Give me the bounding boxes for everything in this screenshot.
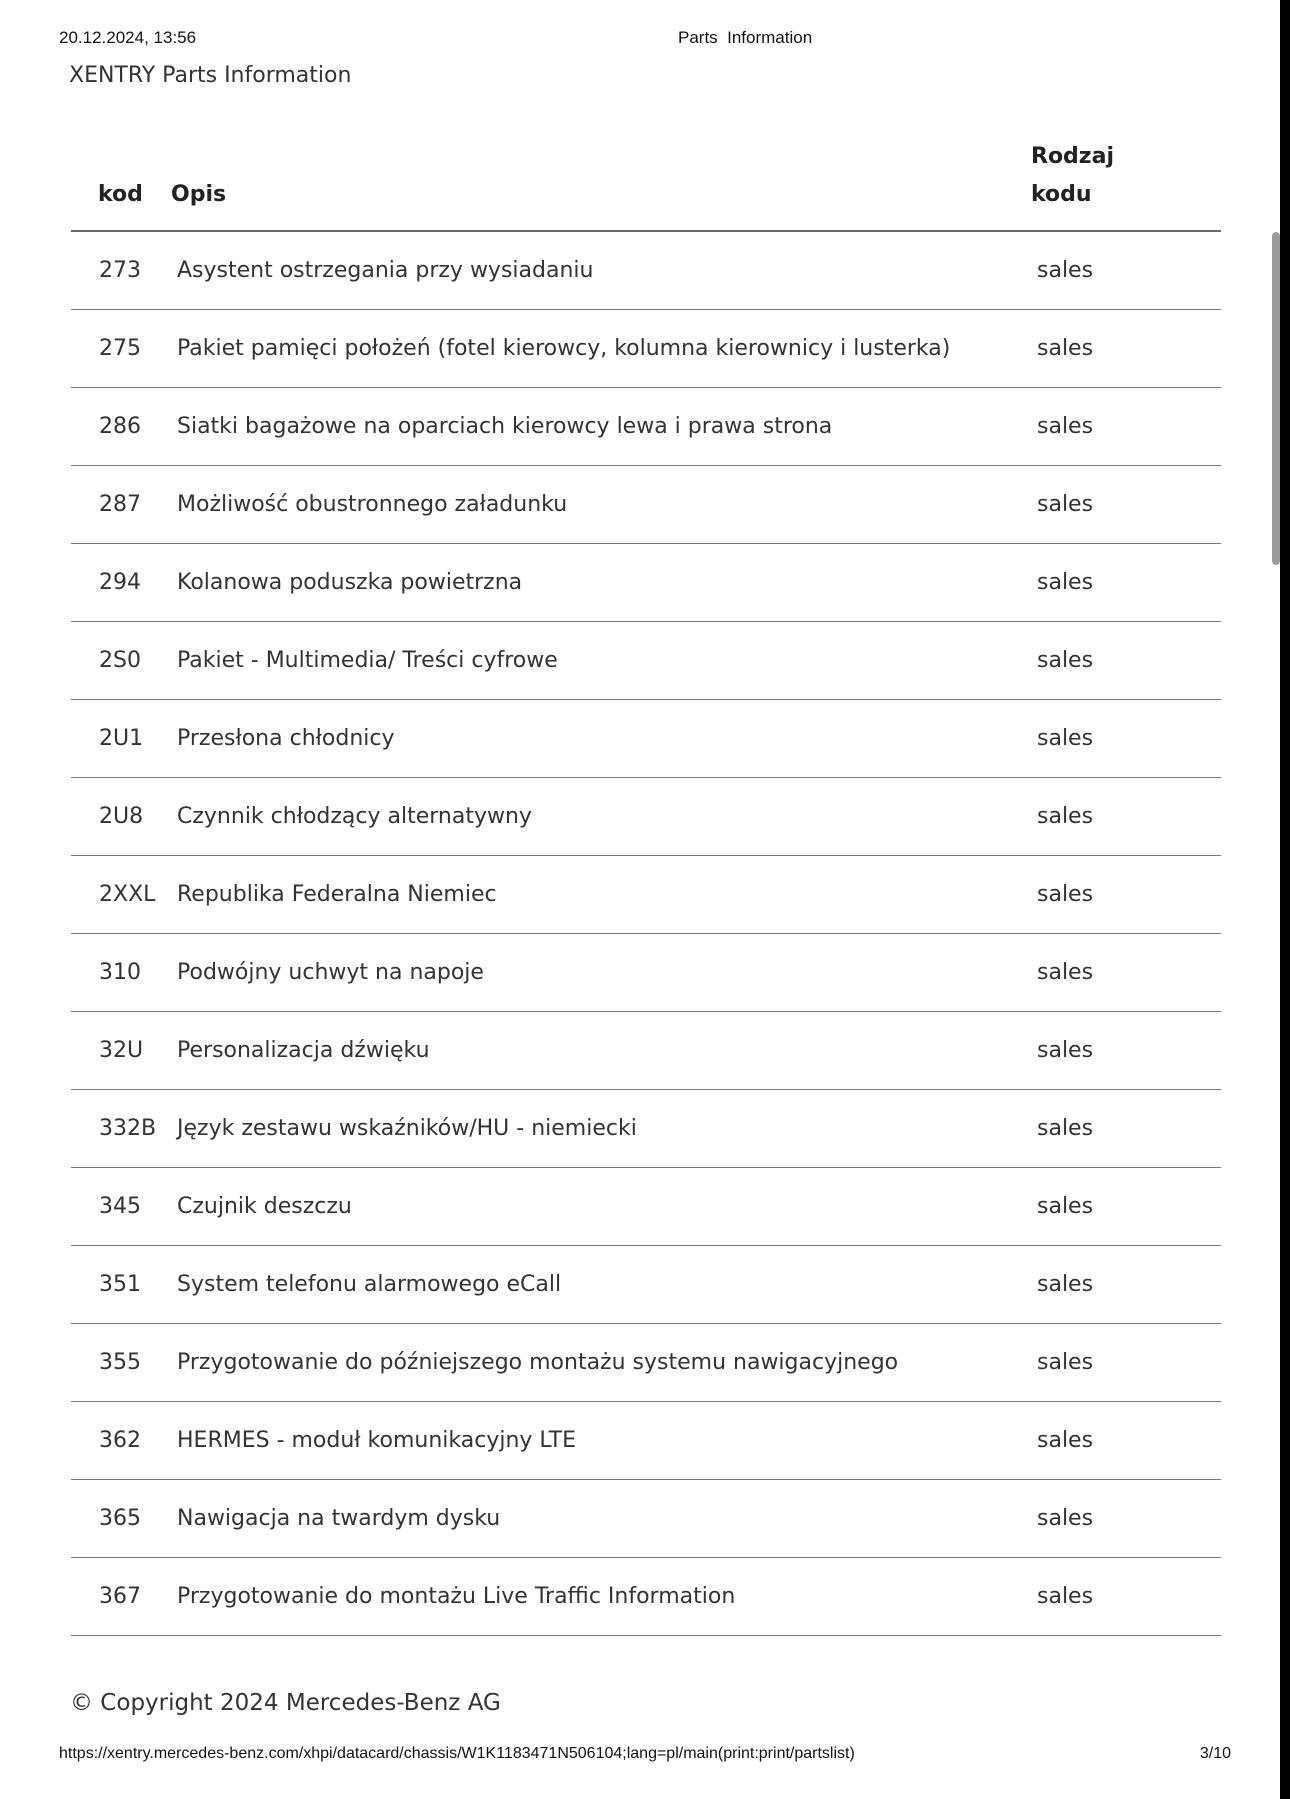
table-row xyxy=(71,1246,1221,1324)
table-row xyxy=(71,700,1221,778)
cell-opis: Republika Federalna Niemiec xyxy=(169,856,1029,934)
cell-opis: Czujnik deszczu xyxy=(169,1168,1029,1246)
cell-kod: 365 xyxy=(71,1480,169,1558)
table-row xyxy=(71,856,1221,934)
table-row xyxy=(71,544,1221,622)
cell-rodzaj: sales xyxy=(1029,1090,1221,1168)
cell-kod: 345 xyxy=(71,1168,169,1246)
table-row xyxy=(71,231,1221,310)
cell-opis: Czynnik chłodzący alternatywny xyxy=(169,778,1029,856)
cell-kod: 287 xyxy=(71,466,169,544)
table-row xyxy=(71,622,1221,700)
table-row xyxy=(71,1168,1221,1246)
cell-opis: Możliwość obustronnego załadunku xyxy=(169,466,1029,544)
cell-kod: 2S0 xyxy=(71,622,169,700)
cell-opis: Siatki bagażowe na oparciach kierowcy lewa i prawa strona xyxy=(169,388,1029,466)
table-row xyxy=(71,1480,1221,1558)
cell-rodzaj: sales xyxy=(1029,1402,1221,1480)
cell-rodzaj: sales xyxy=(1029,466,1221,544)
table-row xyxy=(71,778,1221,856)
column-header-rodzaj-kodu xyxy=(1029,120,1221,231)
scrollbar-track[interactable] xyxy=(1280,0,1290,1799)
column-header-kod: kod xyxy=(71,120,169,231)
cell-kod: 355 xyxy=(71,1324,169,1402)
cell-rodzaj: sales xyxy=(1029,1558,1221,1636)
cell-rodzaj: sales xyxy=(1029,388,1221,466)
cell-opis: Przygotowanie do montażu Live Traffic Information xyxy=(169,1558,1029,1636)
column-header-rodzaj-line2: kodu xyxy=(1031,182,1092,207)
cell-opis: Pakiet - Multimedia/ Treści cyfrowe xyxy=(169,622,1029,700)
cell-opis: Język zestawu wskaźników/HU - niemiecki xyxy=(169,1090,1029,1168)
cell-rodzaj: sales xyxy=(1029,1480,1221,1558)
app-title: XENTRY Parts Information xyxy=(69,63,352,88)
print-footer xyxy=(59,1745,1231,1767)
cell-kod: 286 xyxy=(71,388,169,466)
cell-opis: Asystent ostrzegania przy wysiadaniu xyxy=(169,231,1029,310)
cell-opis: Pakiet pamięci położeń (fotel kierowcy, kolumna kierownicy i lusterka) xyxy=(169,310,1029,388)
column-header-rodzaj-line1: Rodzaj xyxy=(1031,144,1114,169)
cell-rodzaj: sales xyxy=(1029,544,1221,622)
cell-rodzaj: sales xyxy=(1029,1168,1221,1246)
cell-opis: Kolanowa poduszka powietrzna xyxy=(169,544,1029,622)
table-row xyxy=(71,388,1221,466)
table-row xyxy=(71,1012,1221,1090)
cell-kod: 367 xyxy=(71,1558,169,1636)
page-number: 3/10 xyxy=(1199,1745,1231,1762)
table-header-row xyxy=(71,120,1221,231)
table-row xyxy=(71,1558,1221,1636)
cell-rodzaj: sales xyxy=(1029,1012,1221,1090)
copyright-notice: © Copyright 2024 Mercedes-Benz AG xyxy=(70,1690,501,1716)
cell-rodzaj: sales xyxy=(1029,310,1221,388)
cell-opis: System telefonu alarmowego eCall xyxy=(169,1246,1029,1324)
table-row xyxy=(71,466,1221,544)
cell-rodzaj: sales xyxy=(1029,856,1221,934)
cell-kod: 275 xyxy=(71,310,169,388)
cell-kod: 310 xyxy=(71,934,169,1012)
cell-rodzaj: sales xyxy=(1029,778,1221,856)
cell-rodzaj: sales xyxy=(1029,231,1221,310)
cell-rodzaj: sales xyxy=(1029,1324,1221,1402)
cell-opis: Nawigacja na twardym dysku xyxy=(169,1480,1029,1558)
cell-opis: HERMES - moduł komunikacyjny LTE xyxy=(169,1402,1029,1480)
table-row xyxy=(71,1324,1221,1402)
cell-opis: Podwójny uchwyt na napoje xyxy=(169,934,1029,1012)
print-url: https://xentry.mercedes-benz.com/xhpi/datacard/chassis/W1K1183471N506104;lang=pl/main(print:print/partslist) xyxy=(59,1745,855,1762)
cell-opis: Personalizacja dźwięku xyxy=(169,1012,1029,1090)
scrollbar-thumb[interactable] xyxy=(1272,232,1280,565)
cell-rodzaj: sales xyxy=(1029,622,1221,700)
cell-kod: 332B xyxy=(71,1090,169,1168)
print-header xyxy=(59,28,1229,50)
cell-kod: 32U xyxy=(71,1012,169,1090)
cell-opis: Przygotowanie do późniejszego montażu systemu nawigacyjnego xyxy=(169,1324,1029,1402)
print-datetime: 20.12.2024, 13:56 xyxy=(59,28,197,47)
cell-rodzaj: sales xyxy=(1029,934,1221,1012)
cell-kod: 351 xyxy=(71,1246,169,1324)
column-header-opis: Opis xyxy=(169,120,1029,231)
table-row xyxy=(71,934,1221,1012)
cell-kod: 2XXL xyxy=(71,856,169,934)
cell-kod: 2U1 xyxy=(71,700,169,778)
cell-kod: 273 xyxy=(71,231,169,310)
cell-kod: 2U8 xyxy=(71,778,169,856)
parts-table xyxy=(71,120,1221,1636)
table-row xyxy=(71,1090,1221,1168)
table-row xyxy=(71,310,1221,388)
cell-rodzaj: sales xyxy=(1029,700,1221,778)
print-header-title: Parts Information xyxy=(678,28,813,47)
cell-kod: 294 xyxy=(71,544,169,622)
cell-opis: Przesłona chłodnicy xyxy=(169,700,1029,778)
cell-rodzaj: sales xyxy=(1029,1246,1221,1324)
table-row xyxy=(71,1402,1221,1480)
cell-kod: 362 xyxy=(71,1402,169,1480)
